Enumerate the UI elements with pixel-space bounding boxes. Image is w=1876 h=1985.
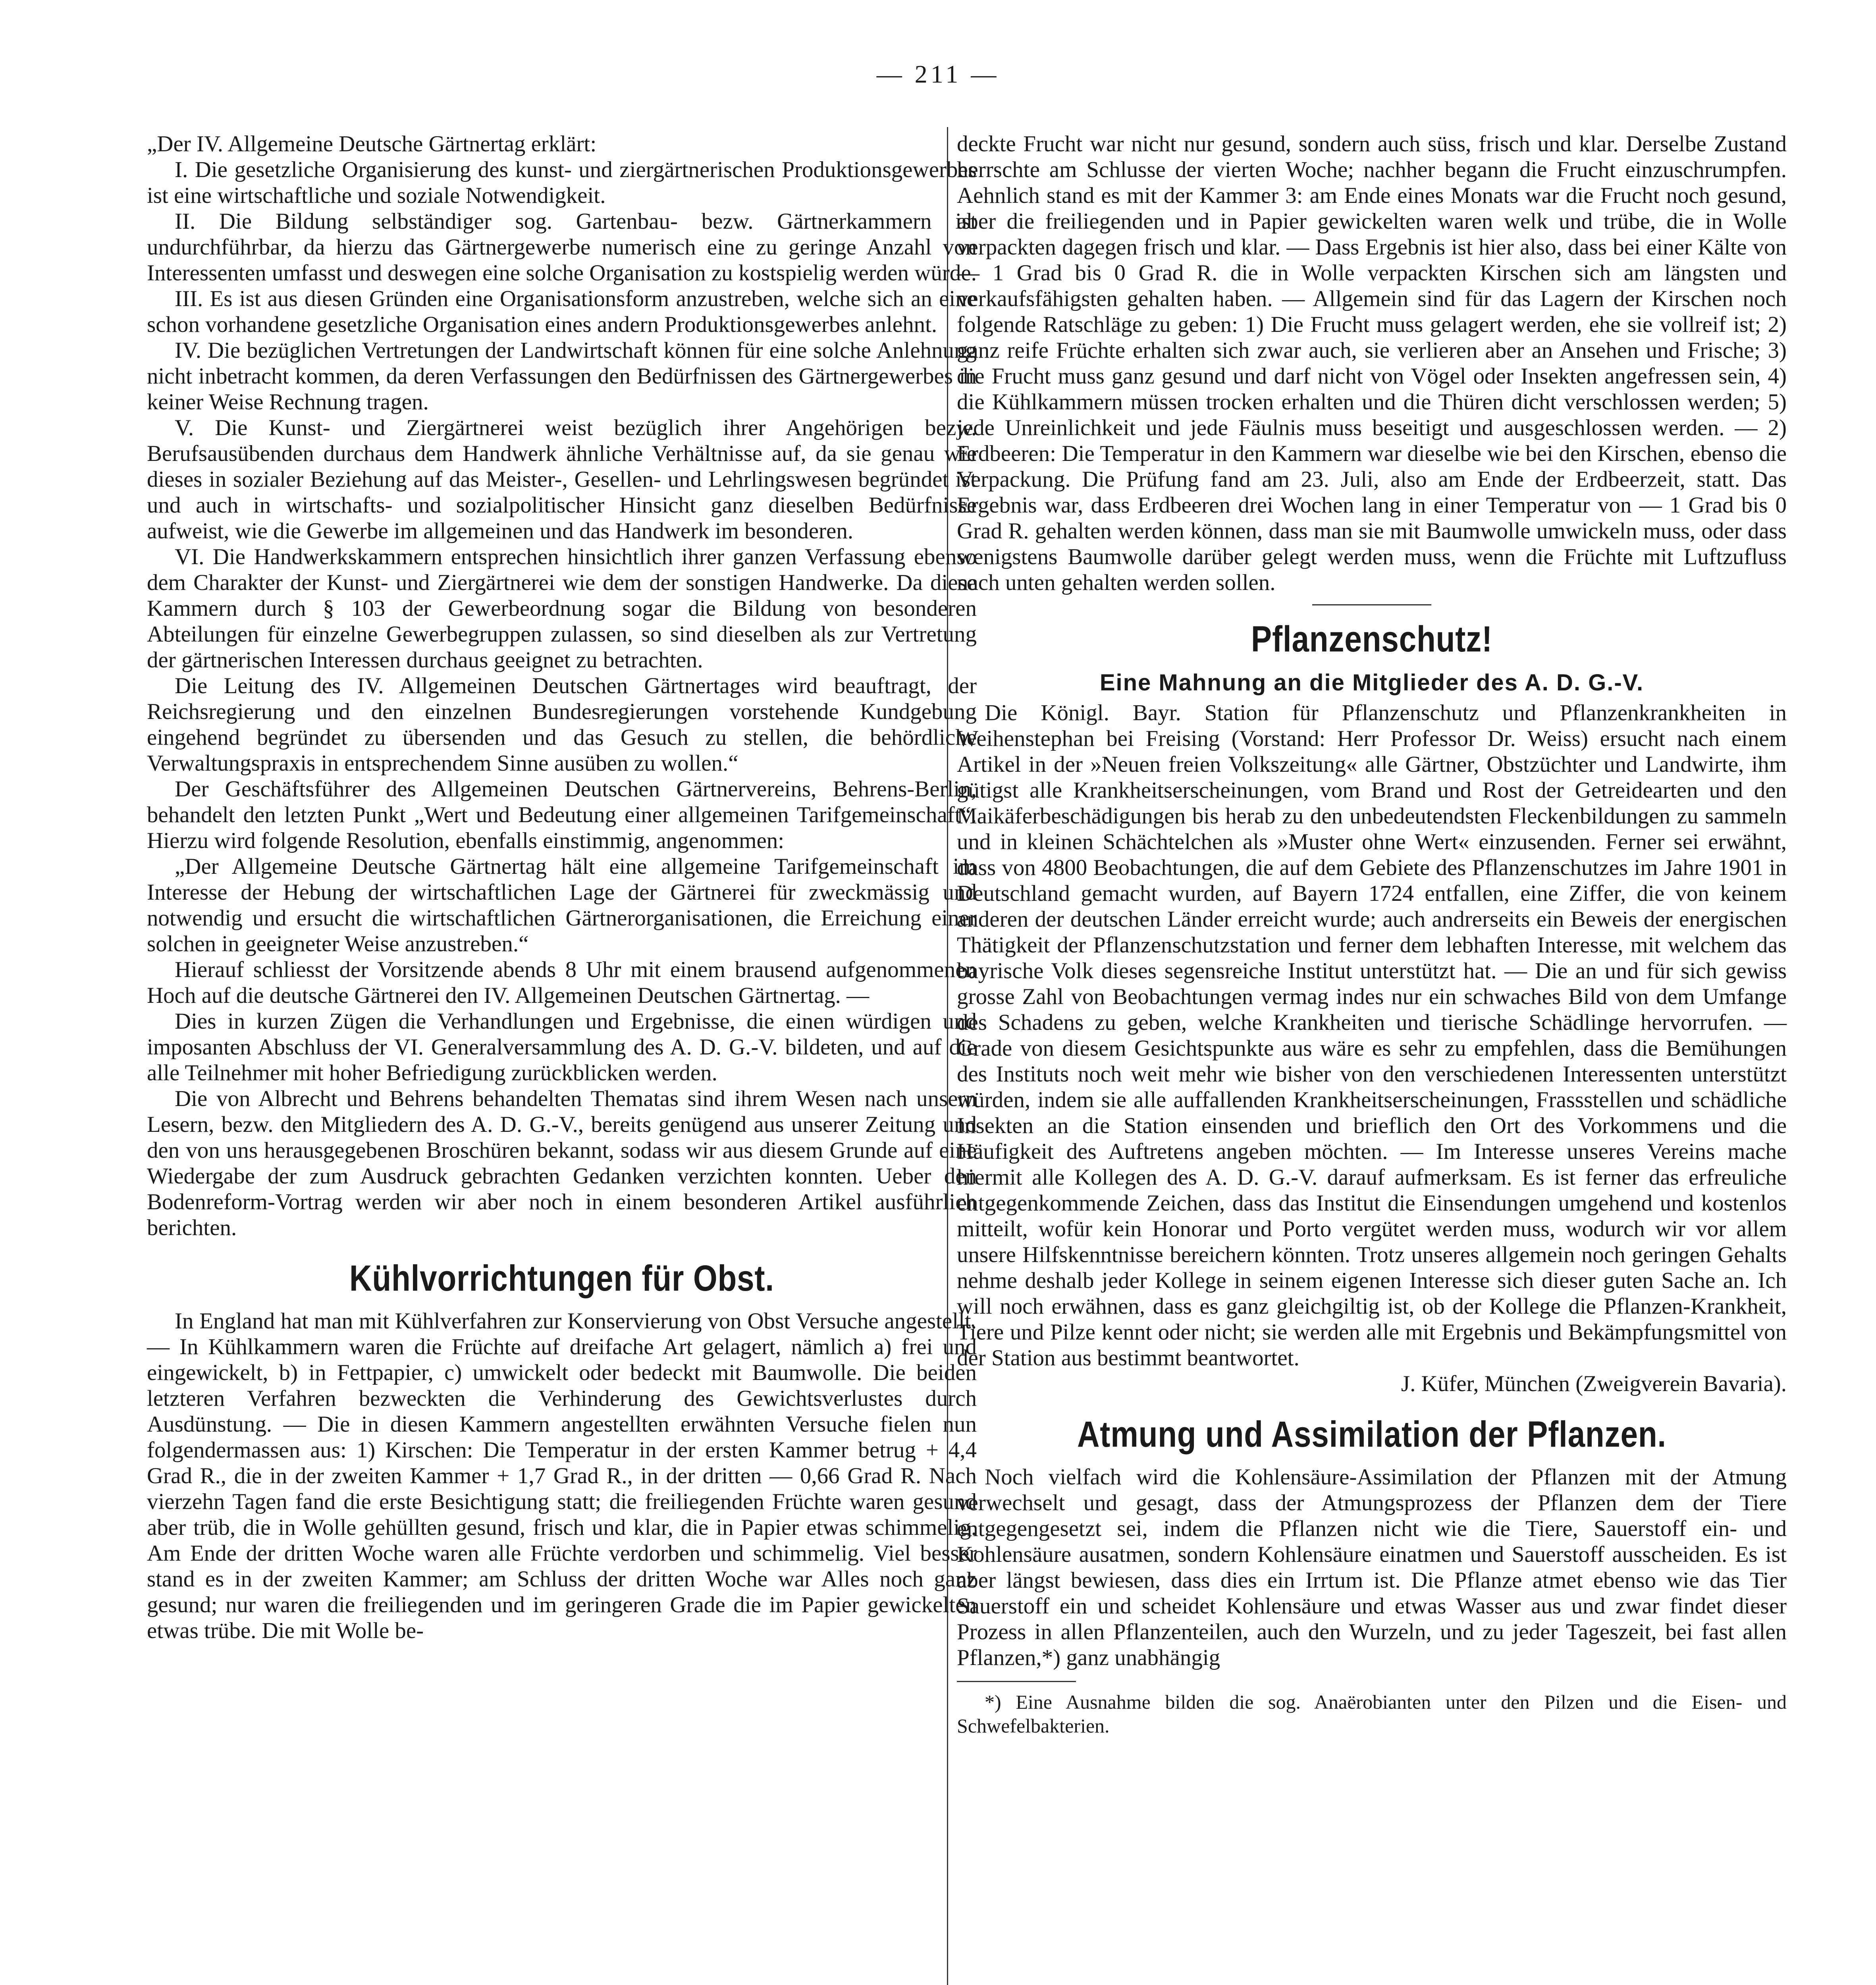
article-paragraph: deckte Frucht war nicht nur gesund, sondern auch süss, frisch und klar. Derselbe Zustand herrschte am Schlusse der vierten Woche; nachher begann die Frucht einzuschrumpfen. Aehnlich stand es mit der Kammer 3: am Ende eines Monats war die Frucht noch gesund, aber die freiliegenden und in Papier gewickelten waren welk und trübe, die in Wolle verpackten dagegen frisch und klar. — Dass Ergebnis ist hier also, dass bei einer Kälte von — 1 Grad bis 0 Grad R. die in Wolle verpackten Kirschen sich am längsten und verkaufsfähigsten gehalten haben. — Allgemein sind für das Lagern der Kirschen noch folgende Ratschläge zu geben: 1) Die Frucht muss gelagert werden, ehe sie vollreif ist; 2) ganz reife Früchte erhalten sich zwar auch, sie verlieren aber an Ansehen und Frische; 3) die Frucht muss ganz gesund und darf nicht von Vögel oder Insekten angefressen sein, 4) die Kühlkammern müssen trocken erhalten und die Thüren dicht verschlossen werden; 5) jede Unreinlichkeit und jede Fäulnis muss beseitigt und ausgeschlossen werden. — 2) Erdbeeren: Die Temperatur in den Kammern war dieselbe wie bei den Kirschen, ebenso die Verpackung. Die Prüfung fand am 23. Juli, also am Ende der Erdbeerzeit, statt. Das Ergebnis war, dass Erdbeeren drei Wochen lang in einer Temperatur von — 1 Grad bis 0 Grad R. gehalten werden können, dass man sie mit Baumwolle umwickeln muss, oder dass wenigstens Baumwolle darüber gelegt werden muss, wenn die Früchte mit Luftzufluss nach unten gehalten werden sollen.: [957, 131, 1787, 595]
article-paragraph: III. Es ist aus diesen Gründen eine Organisationsform anzustreben, welche sich an eine schon vorhandene gesetzliche Organisation eines andern Produktionsgewerbes anlehnt.: [147, 286, 977, 337]
article-paragraph: I. Die gesetzliche Organisierung des kunst- und ziergärtnerischen Produktionsgewerbes ist eine wirtschaftliche und soziale Notwendigkeit.: [147, 157, 977, 208]
article-paragraph: V. Die Kunst- und Ziergärtnerei weist bezüglich ihrer Angehörigen bezw. Berufsausübenden durchaus dem Handwerk ähnliche Verhältnisse auf, da sie genau wie dieses in sozialer Beziehung auf das Meister-, Gesellen- und Lehrlingswesen begründet ist und auch in wirtschafts- und sozialpolitischer Hinsicht ganz dieselben Bedürfnisse aufweist, wie die Gewerbe im allgemeinen und das Handwerk im besonderen.: [147, 415, 977, 543]
section-heading-pflanzenschutz: Pflanzenschutz!: [1251, 619, 1492, 659]
article-paragraph: Die von Albrecht und Behrens behandelten Thematas sind ihrem Wesen nach unsern Lesern, bezw. den Mitgliedern des A. D. G.-V., bereits genügend aus unserer Zeitung und den von uns herausgegebenen Broschüren bekannt, sodass wir aus diesem Grunde auf eine Wiedergabe der zum Ausdruck gebrachten Gedanken verzichten konnten. Ueber den Bodenreform-Vortrag werden wir aber noch in einem besonderen Artikel ausführlich berichten.: [147, 1086, 977, 1240]
footnote-separator: [957, 1681, 1076, 1682]
article-paragraph: Die Königl. Bayr. Station für Pflanzenschutz und Pflanzenkrankheiten in Weihenstephan bei Freising (Vorstand: Herr Professor Dr. Weiss) ersucht nach einem Artikel in der »Neuen freien Volkszeitung« alle Gärtner, Obstzüchter und Landwirte, ihm gütigst alle Krankheitserscheinungen, vom Brand und Rost der Getreidearten und den Maikäferbeschädigungen bis herab zu den unbedeutendsten Fleckenbildungen zu sammeln und in kleinen Schächtelchen als »Muster ohne Wert« einzusenden. Ferner sei erwähnt, dass von 4800 Beobachtungen, die auf dem Gebiete des Pflanzenschutzes im Jahre 1901 in Deutschland gemacht wurden, auf Bayern 1724 entfallen, eine Ziffer, die von keinem anderen der deutschen Länder erreicht wurde; auch andrerseits ein Beweis der energischen Thätigkeit der Pflanzenschutzstation und ferner dem lebhaften Interesse, mit welchem das bayrische Volk dieses segensreiche Institut unterstützt hat. — Die an und für sich gewiss grosse Zahl von Beobachtungen vermag indes nur ein schwaches Bild von dem Umfange des Schadens zu geben, welche Krankheiten und tierische Schädlinge hervorrufen. — Grade von diesem Gesichtspunkte aus wäre es sehr zu empfehlen, dass die Bemühungen des Instituts noch weit mehr wie bisher von den verschiedenen Interessenten unterstützt würden, indem sie alle auffallenden Krankheitserscheinungen, Frassstellen und schädliche Insekten an die Station einsenden und brieflich den Ort des Vorkommens und die Häufigkeit des Auftretens angeben möchten. — Im Interesse unseres Vereins mache hiermit alle Kollegen des A. D. G.-V. darauf aufmerksam. Es ist ferner das erfreuliche entgegenkommende Zeichen, dass das Institut die Einsendungen umgehend und kostenlos mitteilt, wofür kein Honorar und Porto vergütet werden muss, wodurch wir vor allem unsere Hilfskenntnisse bereichern könnten. Trotz unseres allgemein noch geringen Gehalts nehme deshalb jeder Kollege in seinem eigenen Interesse sich dieser guten Sache an. Ich will noch erwähnen, dass es ganz gleichgiltig ist, ob der Kollege die Pflanzen-Krankheit, Tiere und Pilze kennt oder nicht; sie werden alle mit Ergebnis und Bekämpfungsmittel von der Station aus bestimmt beantwortet.: [957, 700, 1787, 1370]
article-paragraph: „Der IV. Allgemeine Deutsche Gärtnertag erklärt:: [147, 131, 597, 156]
article-paragraph: II. Die Bildung selbständiger sog. Gartenbau- bezw. Gärtnerkammern ist undurchführbar, da hierzu das Gärtnergewerbe numerisch eine zu geringe Anzahl von Interessenten umfasst und deswegen eine solche Organisation zu kostspielig werden würde.: [147, 209, 977, 285]
article-paragraph: „Der Allgemeine Deutsche Gärtnertag hält eine allgemeine Tarifgemeinschaft im Interesse der Hebung der wirtschaftlichen Lage der Gärtnerei für zweckmässig und notwendig und ersucht die wirtschaftlichen Gärtnerorganisationen, die Erreichung einer solchen in geeigneter Weise anzustreben.“: [147, 854, 977, 956]
author-signature: J. Küfer, München (Zweigverein Bavaria).: [1401, 1371, 1787, 1396]
article-paragraph: IV. Die bezüglichen Vertretungen der Landwirtschaft können für eine solche Anlehnung nicht inbetracht kommen, da deren Verfassungen den Bedürfnissen des Gärtnergewerbes in keiner Weise Rechnung tragen.: [147, 338, 977, 414]
article-paragraph: Die Leitung des IV. Allgemeinen Deutschen Gärtnertages wird beauftragt, der Reichsregierung und den einzelnen Bundesregierungen vorstehende Kundgebung eingehend begründet zu übersenden und das Gesuch zu stellen, die behördliche Verwaltungspraxis in entsprechendem Sinne ausüben zu wollen.“: [147, 673, 977, 776]
article-paragraph: Noch vielfach wird die Kohlensäure-Assimilation der Pflanzen mit der Atmung verwechselt und gesagt, dass der Atmungsprozess der Pflanzen dem der Tiere entgegengesetzt sei, indem die Pflanzen nicht wie die Tiere, Sauerstoff ein- und Kohlensäure ausatmen, sondern Kohlensäure einatmen und Sauerstoff ausscheiden. Es ist aber längst bewiesen, dass dies ein Irrtum ist. Die Pflanze atmet ebenso wie das Tier Sauerstoff ein und scheidet Kohlensäure und etwas Wasser aus und zwar findet dieser Prozess in allen Pflanzenteilen, auch den Wurzeln, und zu jeder Tageszeit, bei fast allen Pflanzen,*) ganz unabhängig: [957, 1465, 1787, 1670]
right-column: [957, 131, 1787, 1738]
section-heading-atmung: Atmung und Assimilation der Pflanzen.: [1077, 1414, 1667, 1455]
page-number: — 211 —: [876, 60, 1000, 88]
footnote: *) Eine Ausnahme bilden die sog. Anaërobianten unter den Pilzen und die Eisen- und Schwefelbakterien.: [957, 1691, 1787, 1737]
section-subheading-mahnung: Eine Mahnung an die Mitglieder des A. D. G.-V.: [1099, 670, 1644, 696]
article-paragraph: Der Geschäftsführer des Allgemeinen Deutschen Gärtnervereins, Behrens-Berlin, behandelt den letzten Punkt „Wert und Bedeutung einer allgemeinen Tarifgemeinschaft“. Hierzu wird folgende Resolution, ebenfalls einstimmig, angenommen:: [147, 777, 977, 853]
article-paragraph: In England hat man mit Kühlverfahren zur Konservierung von Obst Versuche angestellt. — In Kühlkammern waren die Früchte auf dreifache Art gelagert, nämlich a) frei und eingewickelt, b) in Fettpapier, c) umwickelt oder bedeckt mit Baumwolle. Die beiden letzteren Verfahren bezweckten die Verhinderung des Gewichtsverlustes durch Ausdünstung. — Die in diesen Kammern angestellten erwähnten Versuche fielen nun folgendermassen aus: 1) Kirschen: Die Temperatur in der ersten Kammer betrug + 4,4 Grad R., die in der zweiten Kammer + 1,7 Grad R., in der dritten — 0,66 Grad R. Nach vierzehn Tagen fand die erste Besichtigung statt; die freiliegenden Früchte waren gesund aber trüb, die in Wolle gehüllten gesund, frisch und klar, die in Papier etwas schimmelig. Am Ende der dritten Woche waren alle Früchte verdorben und schimmelig. Viel besser stand es in der zweiten Kammer; am Schluss der dritten Woche war Alles noch ganz gesund; nur waren die freiliegenden und im geringeren Grade die im Papier gewickelten etwas trübe. Die mit Wolle be-: [147, 1309, 977, 1643]
section-heading-kuehlvorrichtungen: Kühlvorrichtungen für Obst.: [349, 1258, 774, 1299]
left-column: [147, 131, 977, 1644]
section-separator: [1312, 604, 1431, 605]
article-paragraph: VI. Die Handwerkskammern entsprechen hinsichtlich ihrer ganzen Verfassung ebenso dem Charakter der Kunst- und Ziergärtnerei wie dem der sonstigen Handwerke. Da diese Kammern durch § 103 der Gewerbeordnung sogar die Bildung von besonderen Abteilungen für einzelne Gewerbegruppen zulassen, so sind dieselben als zur Vertretung der gärtnerischen Interessen durchaus geeignet zu betrachten.: [147, 544, 977, 673]
article-paragraph: Hierauf schliesst der Vorsitzende abends 8 Uhr mit einem brausend aufgenommenen Hoch auf die deutsche Gärtnerei den IV. Allgemeinen Deutschen Gärtnertag. —: [147, 957, 977, 1008]
article-paragraph: Dies in kurzen Zügen die Verhandlungen und Ergebnisse, die einen würdigen und imposanten Abschluss der VI. Generalversammlung des A. D. G.-V. bildeten, und auf die alle Teilnehmer mit hoher Befriedigung zurückblicken werden.: [147, 1009, 977, 1085]
